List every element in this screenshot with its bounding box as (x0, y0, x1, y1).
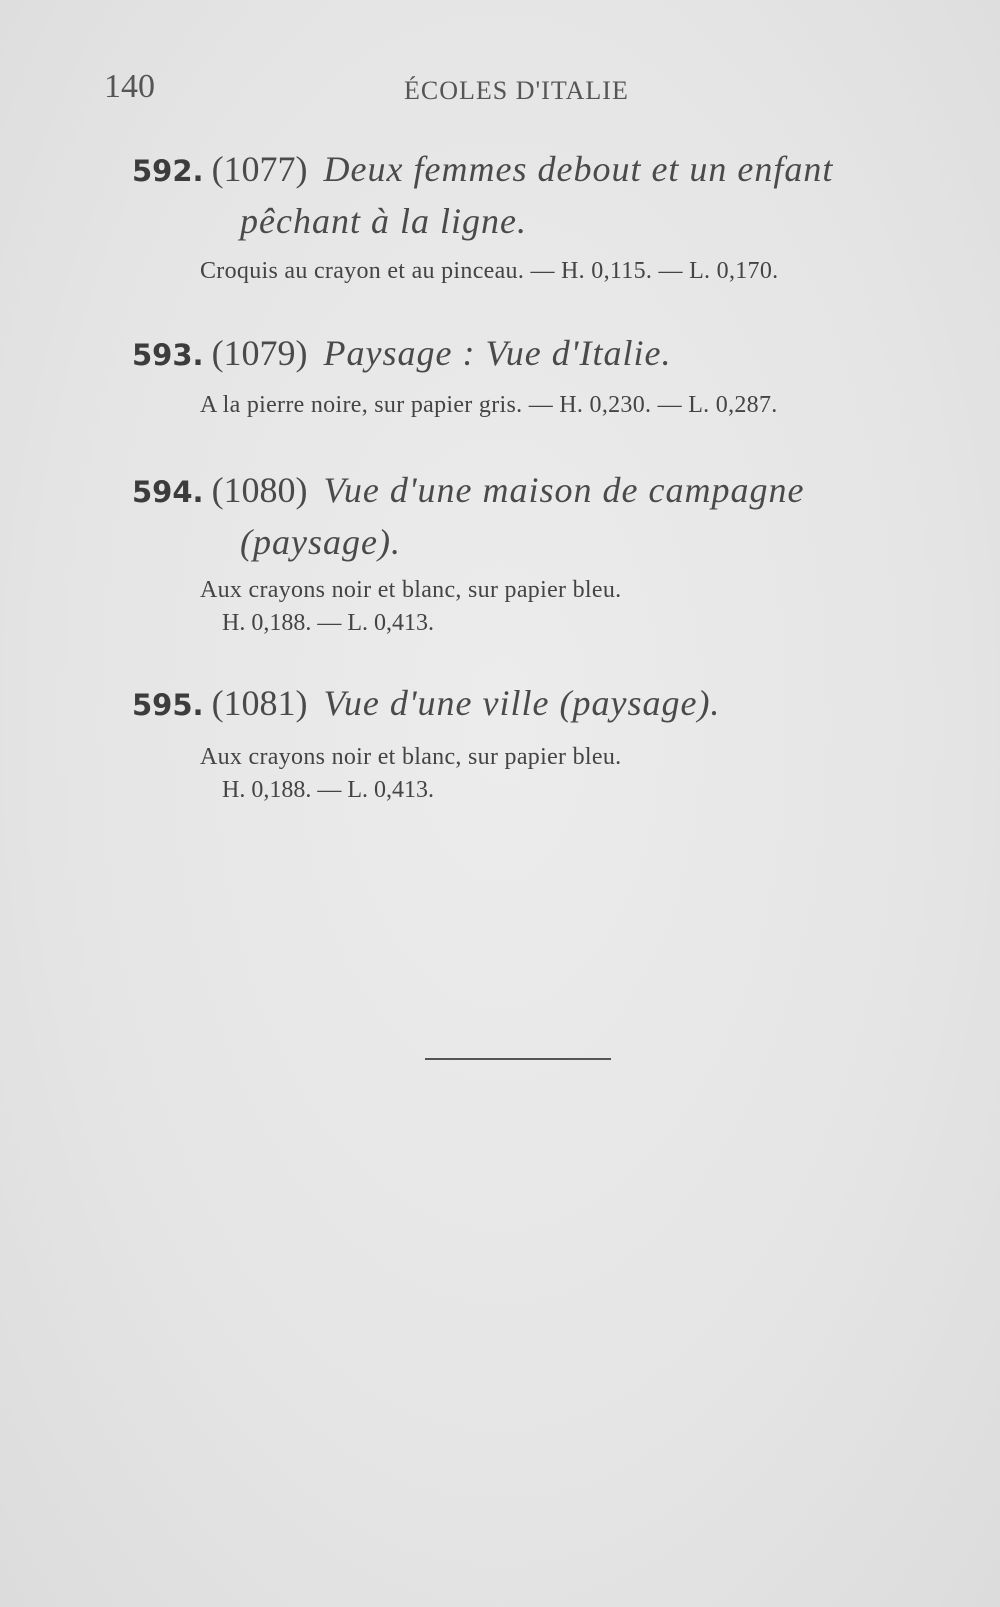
entry-heading (132, 463, 932, 519)
catalog-entry-594 (132, 463, 932, 637)
entry-reference: (1081) (211, 683, 308, 723)
entry-dimensions: H. 0,188. — L. 0,413. (222, 610, 434, 636)
entry-title-continued: pêchant à la ligne. (240, 201, 527, 241)
entry-description: Aux crayons noir et blanc, sur papier bleu. (200, 577, 622, 603)
entry-title: Vue d'une maison de campagne (323, 470, 805, 510)
entry-title: Deux femmes debout et un enfant (323, 149, 834, 189)
entry-number: 595. (132, 688, 204, 722)
entry-reference: (1079) (211, 333, 308, 373)
entry-heading (132, 676, 932, 732)
entry-number: 594. (132, 475, 204, 509)
entry-description: Aux crayons noir et blanc, sur papier bleu. (200, 744, 622, 770)
entry-title: Paysage : Vue d'Italie. (323, 333, 672, 373)
entry-title: Vue d'une ville (paysage). (323, 683, 721, 723)
entry-number: 592. (132, 154, 204, 188)
entry-reference: (1080) (211, 470, 308, 510)
running-head: ÉCOLES D'ITALIE (404, 76, 629, 105)
entry-number: 593. (132, 338, 204, 372)
entry-description: A la pierre noire, sur papier gris. — H. 0,230. — L. 0,287. (200, 392, 778, 418)
catalog-entry-595 (132, 676, 932, 804)
section-end-rule (425, 1058, 611, 1060)
catalog-entry-593 (132, 326, 932, 419)
entry-description: Croquis au crayon et au pinceau. — H. 0,115. — L. 0,170. (200, 258, 779, 284)
entry-reference: (1077) (211, 149, 308, 189)
catalog-entry-592 (132, 142, 932, 285)
entry-heading (132, 142, 932, 198)
entry-heading (132, 326, 932, 382)
entry-title-continued: (paysage). (240, 522, 401, 562)
page-number: 140 (104, 68, 155, 105)
entry-dimensions: H. 0,188. — L. 0,413. (222, 777, 434, 803)
